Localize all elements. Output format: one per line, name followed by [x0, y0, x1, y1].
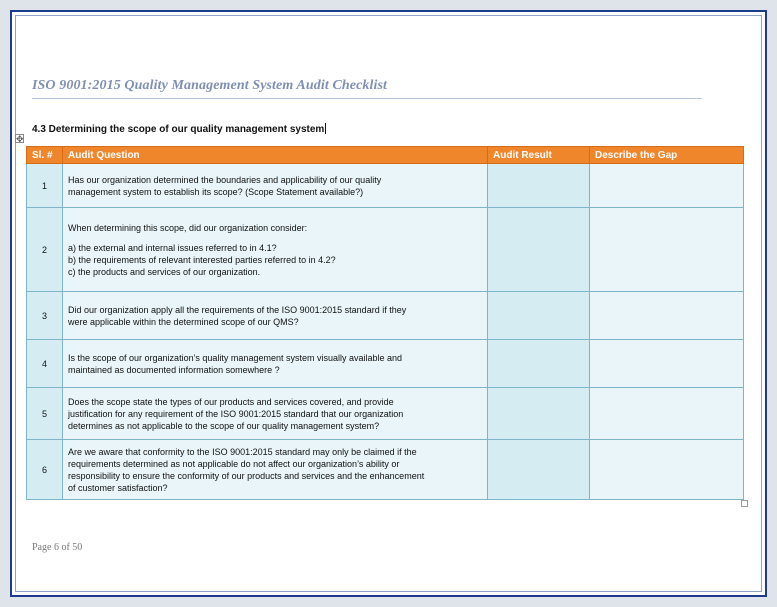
row-number: 6 — [27, 440, 63, 500]
audit-result-cell[interactable] — [488, 292, 590, 340]
describe-gap-cell[interactable] — [590, 208, 744, 292]
header-describe-gap: Describe the Gap — [590, 147, 744, 164]
row-number: 4 — [27, 340, 63, 388]
audit-question-cell[interactable] — [63, 208, 488, 292]
question-line: determines as not applicable to the scope of our quality management system? — [68, 420, 380, 431]
table-resize-handle[interactable] — [741, 500, 748, 507]
text-cursor — [325, 123, 326, 134]
row-number: 1 — [27, 164, 63, 208]
audit-result-cell[interactable] — [488, 440, 590, 500]
table-row — [27, 440, 744, 500]
question-line: Has our organization determined the boundaries and applicability of our quality — [68, 174, 382, 185]
question-line: of customer satisfaction? — [68, 482, 168, 493]
page-number: Page 6 of 50 — [32, 542, 83, 553]
question-line: justification for any requirement of the ISO 9001:2015 standard that our organization — [68, 408, 404, 419]
question-line: maintained as documented information somewhere ? — [68, 364, 280, 375]
sub-question-item: c) the products and services of our organization. — [68, 266, 261, 277]
header-sl-no: Sl. # — [27, 147, 63, 164]
question-line: Does the scope state the types of our products and services covered, and provide — [68, 396, 394, 407]
audit-question-cell[interactable] — [63, 164, 488, 208]
table-move-handle-icon[interactable]: ✥ — [16, 134, 24, 144]
sub-question-item: b) the requirements of relevant interested parties referred to in 4.2? — [68, 254, 336, 265]
section-heading[interactable] — [32, 123, 326, 135]
table-row — [27, 164, 744, 208]
describe-gap-cell[interactable] — [590, 292, 744, 340]
question-line: When determining this scope, did our organization consider: — [68, 222, 308, 233]
question-line: Did our organization apply all the requirements of the ISO 9001:2015 standard if they — [68, 304, 407, 315]
row-number: 3 — [27, 292, 63, 340]
table-row — [27, 292, 744, 340]
audit-question-cell[interactable] — [63, 340, 488, 388]
row-number: 5 — [27, 388, 63, 440]
audit-question-cell[interactable] — [63, 292, 488, 340]
question-line: Are we aware that conformity to the ISO 9001:2015 standard may only be claimed if the — [68, 446, 417, 457]
describe-gap-cell[interactable] — [590, 440, 744, 500]
question-line: responsibility to ensure the conformity of our products and services and the enhancement — [68, 470, 425, 481]
table-row — [27, 388, 744, 440]
title-divider — [32, 98, 702, 99]
question-line: requirements determined as not applicable do not affect our organization’s ability or — [68, 458, 400, 469]
audit-result-cell[interactable] — [488, 208, 590, 292]
document-frame — [10, 10, 767, 597]
describe-gap-cell[interactable] — [590, 388, 744, 440]
question-line: management system to establish its scope? (Scope Statement available?) — [68, 186, 364, 197]
sub-question-item: a) the external and internal issues referred to in 4.1? — [68, 242, 277, 253]
table-header-row — [27, 147, 744, 164]
header-audit-result: Audit Result — [488, 147, 590, 164]
question-line: were applicable within the determined scope of our QMS? — [68, 316, 299, 327]
audit-result-cell[interactable] — [488, 340, 590, 388]
audit-checklist-table — [26, 146, 744, 500]
section-heading-text: 4.3 Determining the scope of our quality management system — [32, 124, 325, 135]
header-audit-question: Audit Question — [63, 147, 488, 164]
table-row — [27, 340, 744, 388]
table-row — [27, 208, 744, 292]
sub-question-list — [68, 242, 482, 278]
row-number: 2 — [27, 208, 63, 292]
describe-gap-cell[interactable] — [590, 164, 744, 208]
audit-result-cell[interactable] — [488, 164, 590, 208]
audit-result-cell[interactable] — [488, 388, 590, 440]
audit-question-cell[interactable] — [63, 440, 488, 500]
describe-gap-cell[interactable] — [590, 340, 744, 388]
question-line: Is the scope of our organization’s quality management system visually available and — [68, 352, 403, 363]
document-title: ISO 9001:2015 Quality Management System Audit Checklist — [32, 78, 388, 93]
audit-question-cell[interactable] — [63, 388, 488, 440]
